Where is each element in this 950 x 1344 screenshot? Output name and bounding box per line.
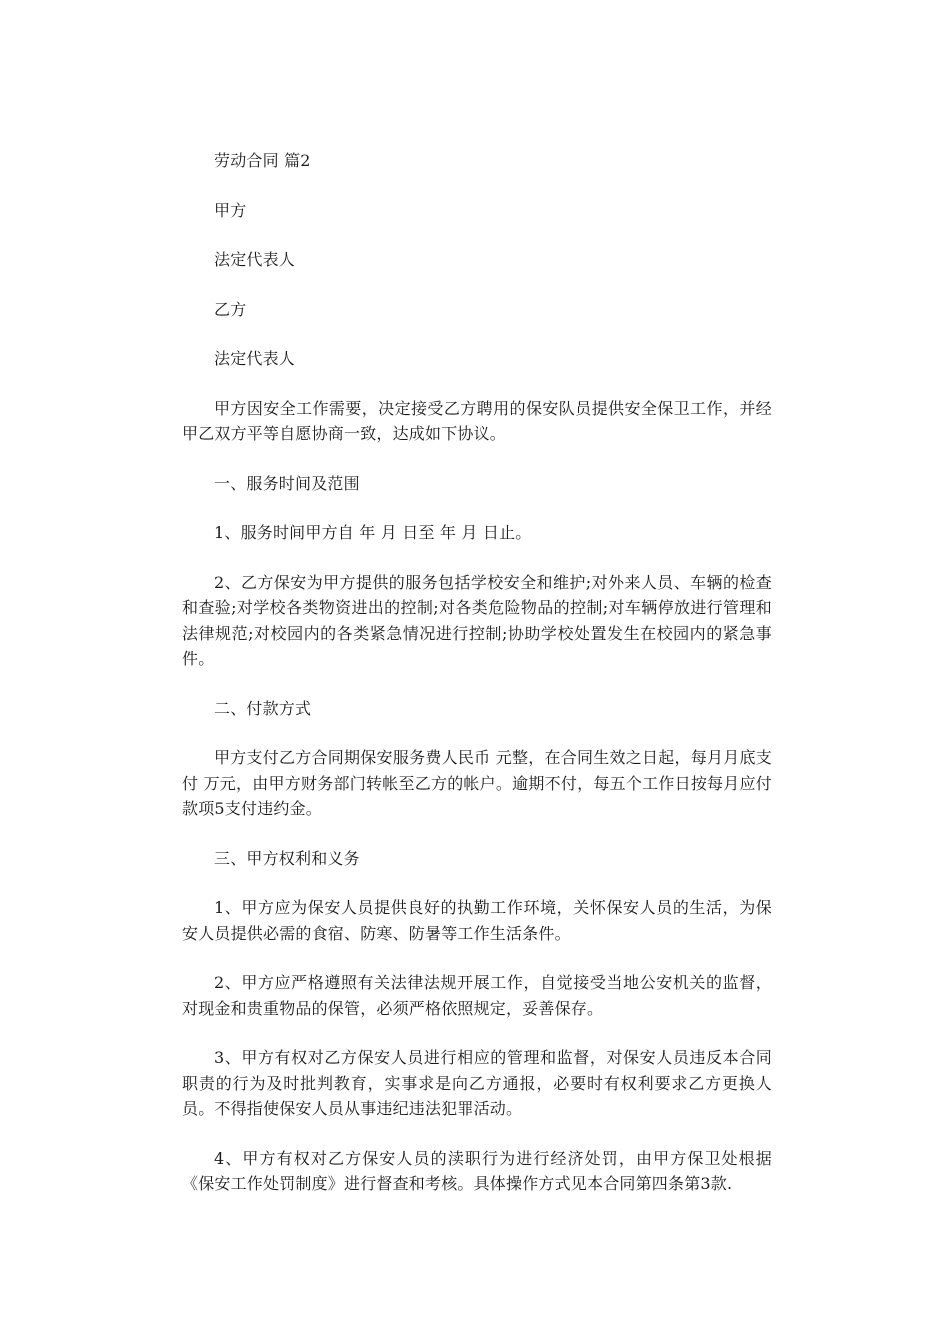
party-b-representative-label: 法定代表人 [214, 349, 296, 368]
section-heading-party-a-rights: 三、甲方权利和义务 [214, 848, 360, 868]
section-heading-payment: 二、付款方式 [214, 698, 312, 718]
clause-party-a-3: 3、甲方有权对乙方保安人员进行相应的管理和监督，对保安人员违反本合同职责的行为及时批判教育，实事求是向乙方通报，必要时有权利要求乙方更换人员。不得指使保安人员从事违纪违法犯罪活动。 [182, 1048, 772, 1118]
party-a-label: 甲方 [214, 200, 247, 220]
document-title: 劳动合同 篇2 [214, 151, 311, 170]
clause-party-a-1: 1、甲方应为保安人员提供良好的执勤工作环境，关怀保安人员的生活，为保安人员提供必需的食宿、防寒、防暑等工作生活条件。 [182, 898, 772, 943]
preamble-paragraph: 甲方因安全工作需要，决定接受乙方聘用的保安队员提供安全保卫工作，并经甲乙双方平等自愿协商一致，达成如下协议。 [182, 398, 772, 443]
document-body [182, 148, 772, 1221]
section-heading-service: 一、服务时间及范围 [214, 473, 360, 493]
clause-payment: 甲方支付乙方合同期保安服务费人民币 元整，在合同生效之日起，每月月底支付 万元，由甲方财务部门转帐至乙方的帐户。逾期不付，每五个工作日按每月应付款项5支付违约金。 [182, 748, 772, 818]
clause-party-a-4: 4、甲方有权对乙方保安人员的渎职行为进行经济处罚，由甲方保卫处根据《保安工作处罚制度》进行督查和考核。具体操作方式见本合同第四条第3款. [182, 1148, 772, 1193]
party-b-label: 乙方 [214, 299, 247, 319]
clause-service-time: 1、服务时间甲方自 年 月 日至 年 月 日止。 [214, 523, 532, 542]
clause-party-a-2: 2、甲方应严格遵照有关法律法规开展工作，自觉接受当地公安机关的监督，对现金和贵重物品的保管，必须严格依照规定，妥善保存。 [182, 973, 772, 1018]
clause-service-scope: 2、乙方保安为甲方提供的服务包括学校安全和维护;对外来人员、车辆的检查和查验;对学校各类物资进出的控制;对各类危险物品的控制;对车辆停放进行管理和法律规范;对校园内的各类紧急情况进行控制;协助学校处置发生在校园内的紧急事件。 [182, 572, 772, 668]
party-a-representative-label: 法定代表人 [214, 250, 296, 269]
